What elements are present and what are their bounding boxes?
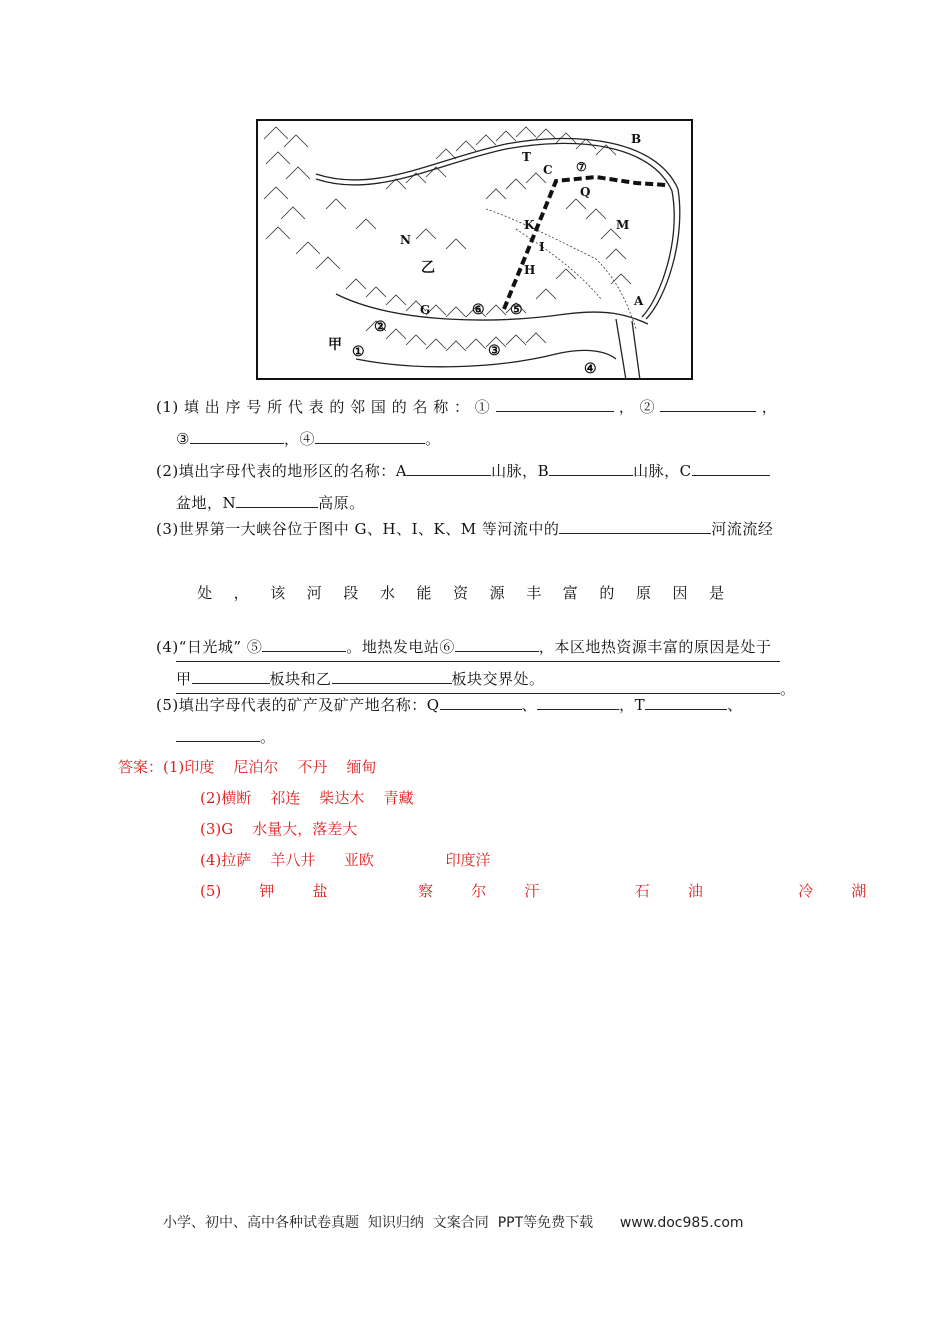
- page-footer: 小学、初中、高中各种试卷真题 知识归纳 文案合同 PPT等免费下载 www.doc985.com: [163, 1215, 744, 1231]
- q5-blank-Q2[interactable]: [537, 691, 619, 710]
- q3-text-a: (3)世界第一大峡谷位于图中 G、H、I、K、M 等河流中的: [156, 520, 560, 538]
- map-label-7: ⑦: [576, 160, 587, 174]
- map-label-C: C: [543, 163, 553, 177]
- q4-text-e: 板块和乙: [269, 670, 332, 688]
- q4-text-d: 甲: [176, 670, 192, 688]
- q5-text-c: ，T: [619, 696, 646, 714]
- answer-5: (5) 钾 盐 察 尔 汗 石 油 冷 湖: [200, 882, 867, 900]
- q2-text-e: 高原。: [318, 494, 365, 512]
- map-label-4: ④: [584, 361, 597, 377]
- q1-circle-3: ③: [176, 430, 190, 448]
- map-label-B: B: [631, 132, 642, 146]
- q5-text-a: (5)填出字母代表的矿产及矿产地名称：Q: [156, 696, 440, 714]
- map-label-5: ⑤: [510, 302, 523, 318]
- q2-text-c: 山脉，C: [633, 462, 692, 480]
- map-label-N: N: [400, 233, 411, 247]
- q5-text-d: 、: [727, 696, 743, 714]
- q2-blank-B[interactable]: [549, 457, 633, 476]
- q3-period: 。: [780, 680, 796, 698]
- q5-blank-T1[interactable]: [645, 691, 727, 710]
- map-label-3: ③: [488, 343, 501, 359]
- question-5: [156, 689, 806, 753]
- q1-sep: ， ②: [618, 398, 656, 416]
- q4-blank-6[interactable]: [455, 633, 539, 652]
- map-label-2: ②: [374, 319, 387, 335]
- map-label-yi: 乙: [421, 260, 435, 276]
- q2-blank-N[interactable]: [236, 489, 318, 508]
- q3-blank-river[interactable]: [559, 515, 711, 534]
- map-label-Q: Q: [580, 185, 591, 199]
- q4-text-b: 。地热发电站⑥: [346, 638, 455, 656]
- answer-2: (2)横断 祁连 柴达木 青藏: [200, 789, 414, 807]
- map-label-1: ①: [352, 344, 365, 360]
- q2-blank-A[interactable]: [407, 457, 491, 476]
- q1-period: 。: [424, 430, 441, 448]
- q2-blank-C[interactable]: [692, 457, 770, 476]
- question-2: [156, 455, 806, 519]
- map-label-H: H: [524, 263, 536, 277]
- question-4: [156, 631, 806, 695]
- answer-3: (3)G 水量大，落差大: [200, 820, 358, 838]
- map-label-I: I: [539, 240, 545, 254]
- answer-1: (1)印度 尼泊尔 不丹 缅甸: [163, 758, 377, 776]
- question-1: [156, 391, 806, 455]
- answer-label: 答案：: [118, 758, 164, 776]
- q4-text-a: (4)“日光城” ⑤: [156, 638, 263, 656]
- q2-text-b: 山脉，B: [491, 462, 550, 480]
- q5-blank-T2[interactable]: [176, 723, 260, 742]
- map-label-jia: 甲: [328, 337, 342, 353]
- map-label-G: G: [420, 303, 431, 317]
- q3-text-b: 河流流经: [711, 520, 774, 538]
- q1-text: (1) 填 出 序 号 所 代 表 的 邻 国 的 名 称 ： ①: [156, 398, 491, 416]
- map-label-A: A: [634, 294, 644, 308]
- q5-text-b: 、: [521, 696, 538, 714]
- q4-blank-5[interactable]: [262, 633, 346, 652]
- q1-circle-4: ，④: [283, 430, 315, 448]
- q4-blank-yi[interactable]: [332, 665, 452, 684]
- q4-blank-jia[interactable]: [192, 665, 270, 684]
- map-label-6: ⑥: [472, 302, 485, 318]
- q1-comma: ，: [761, 398, 778, 416]
- answer-4: (4)拉萨 羊八井 亚欧 印度洋: [200, 851, 491, 869]
- q5-blank-Q1[interactable]: [440, 691, 522, 710]
- q1-blank-1[interactable]: [496, 393, 614, 412]
- map-label-K: K: [524, 218, 535, 232]
- map-label-M: M: [616, 218, 630, 232]
- q2-text-d: 盆地，N: [176, 494, 237, 512]
- q1-blank-3[interactable]: [190, 425, 284, 444]
- q4-text-f: 板块交界处。: [451, 670, 545, 688]
- q1-blank-4[interactable]: [315, 425, 425, 444]
- q2-text-a: (2)填出字母代表的地形区的名称：A: [156, 462, 408, 480]
- answer-block: [118, 752, 867, 907]
- map-label-T: T: [522, 150, 531, 164]
- q5-period: 。: [260, 728, 276, 746]
- q1-blank-2[interactable]: [660, 393, 756, 412]
- q4-text-c: ，本区地热资源丰富的原因是处于: [538, 638, 772, 656]
- tibet-map: [256, 119, 693, 380]
- q3-text-c: 处 ， 该 河 段 水 能 资 源 丰 富 的 原 因 是: [197, 584, 725, 602]
